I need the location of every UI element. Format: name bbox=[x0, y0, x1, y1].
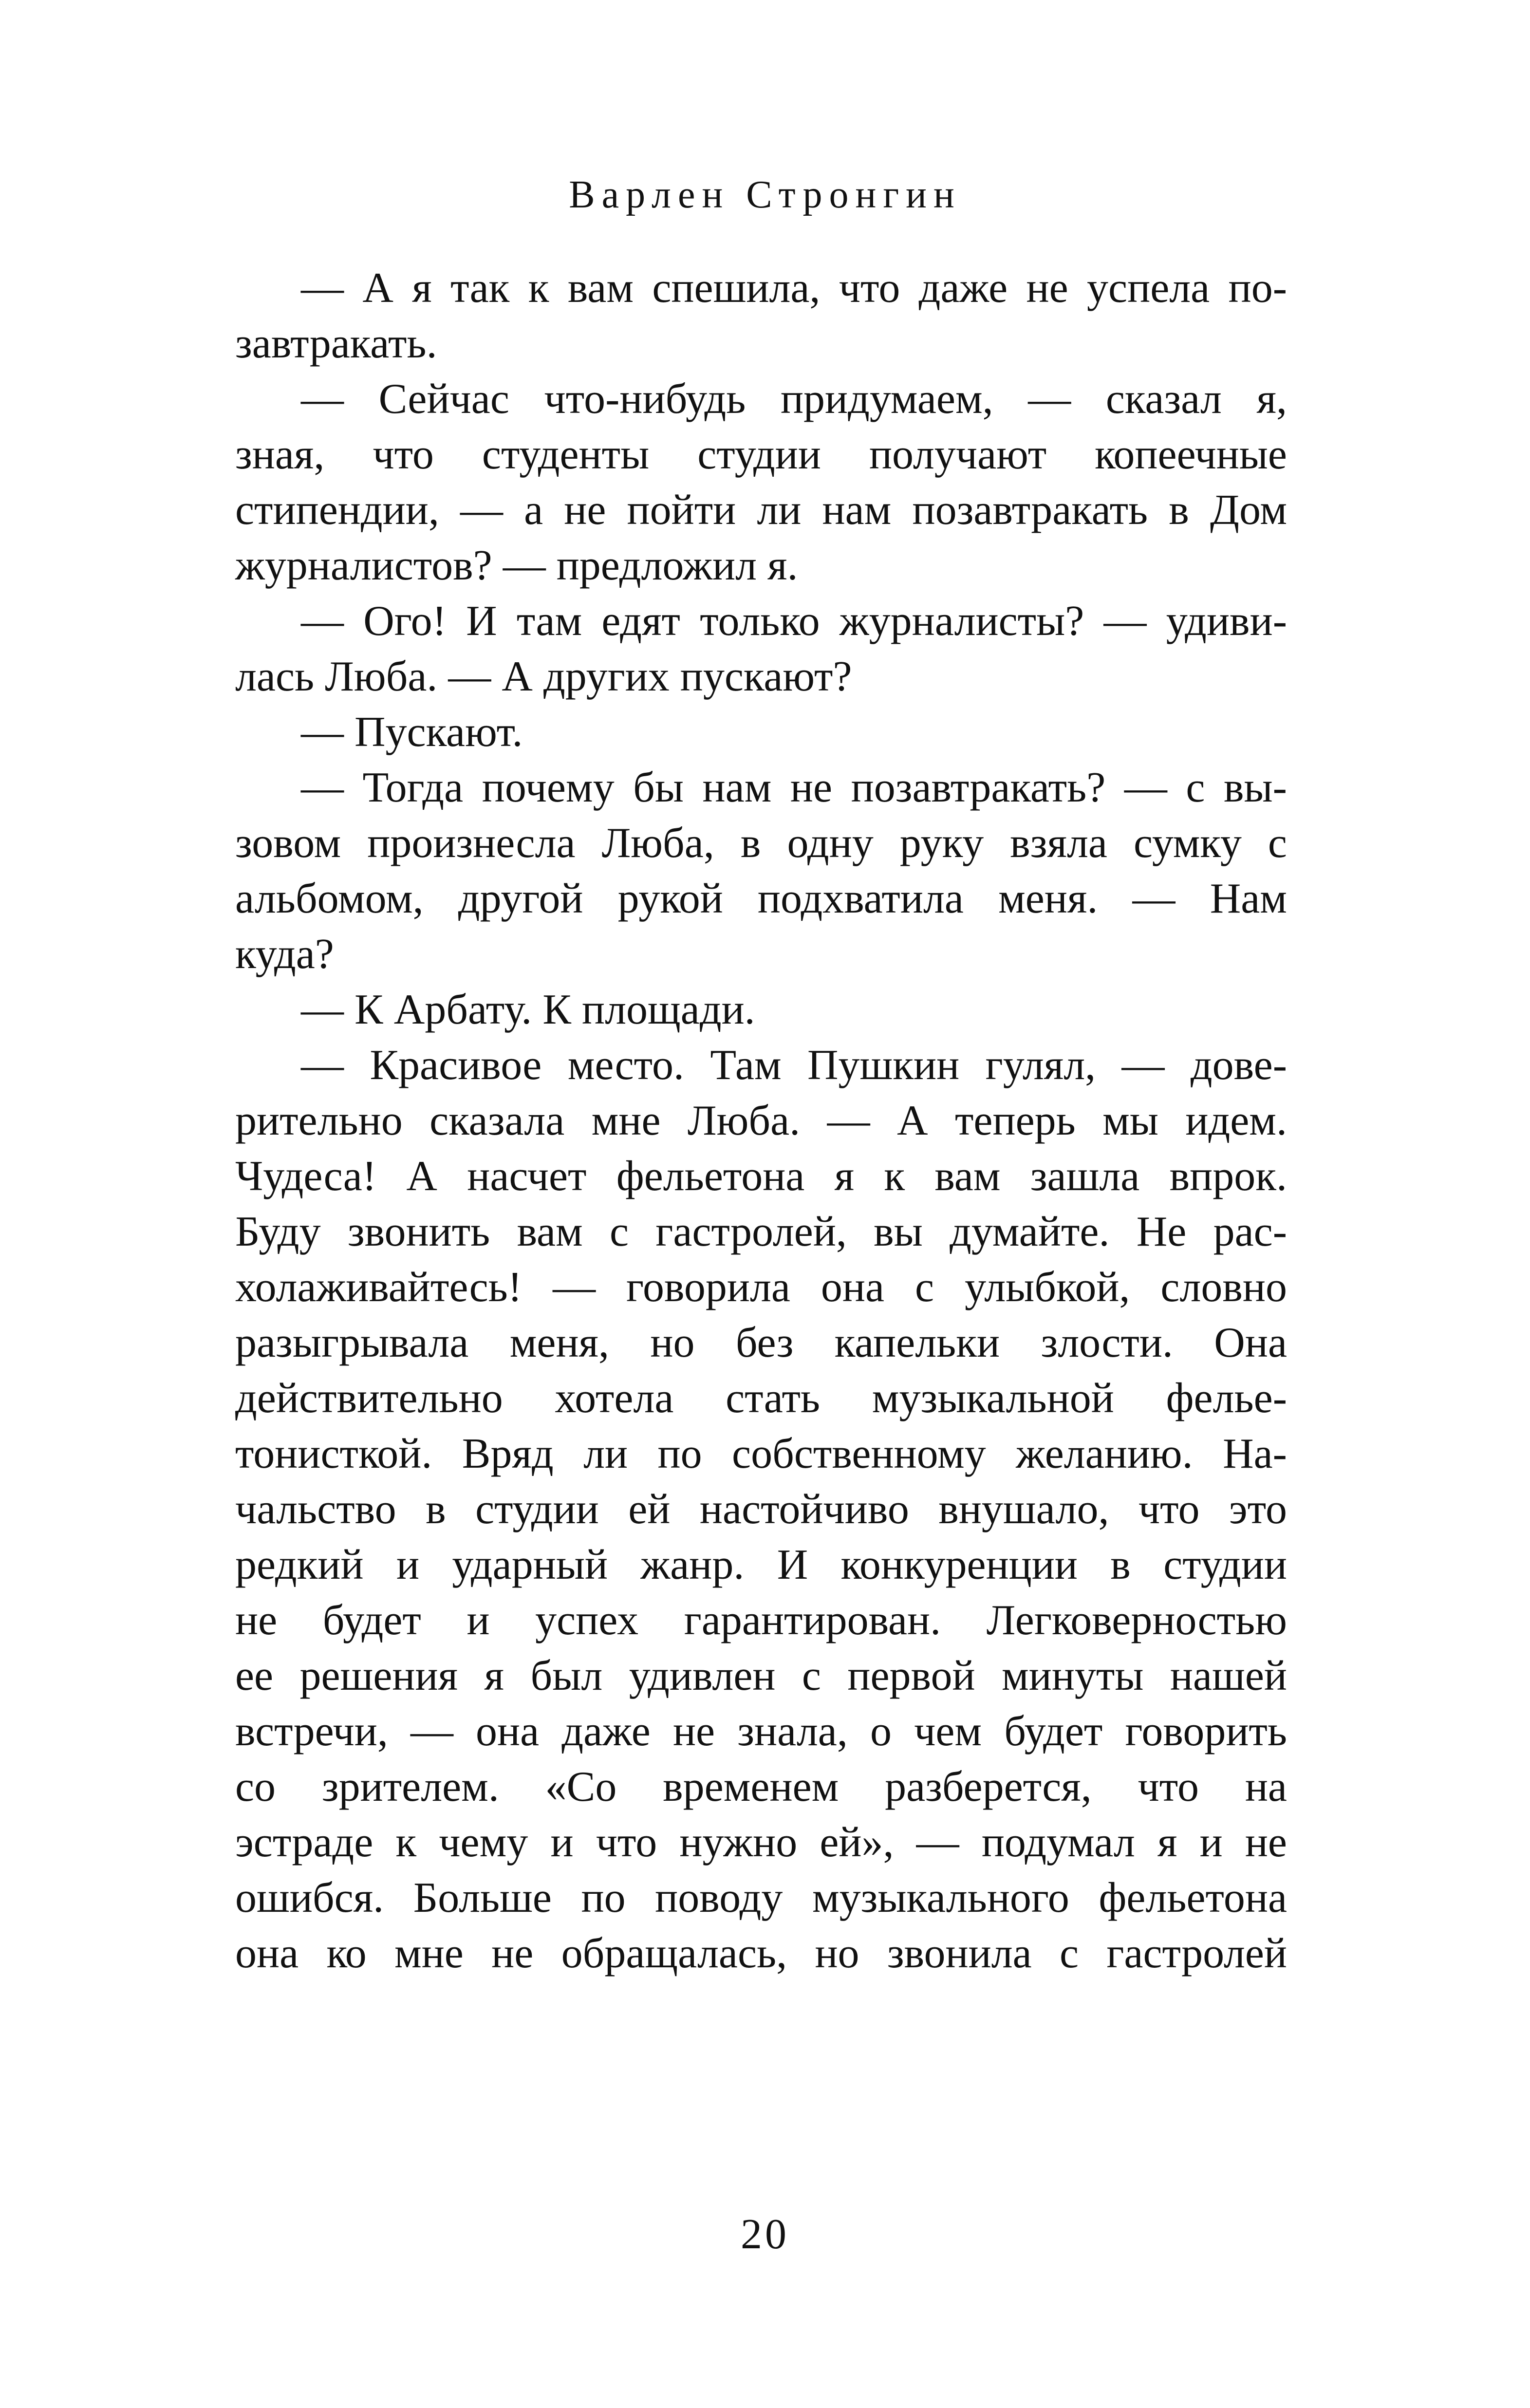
text-line: зная, что студенты студии получают копеечные bbox=[235, 431, 1287, 478]
text-line: рительно сказала мне Люба. — А теперь мы идем. bbox=[235, 1097, 1287, 1144]
text-line: зовом произнесла Люба, в одну руку взяла сумку с bbox=[235, 820, 1287, 867]
text-line: — Сейчас что-нибудь придумаем, — сказал я, bbox=[301, 375, 1287, 423]
body-text bbox=[235, 261, 1287, 1981]
page-number: 20 bbox=[741, 2211, 789, 2258]
text-line: Чудеса! А насчет фельетона я к вам зашла впрок. bbox=[235, 1153, 1287, 1200]
text-line: Буду звонить вам с гастролей, вы думайте. Не рас- bbox=[235, 1208, 1287, 1255]
text-line: — Красивое место. Там Пушкин гулял, — дове- bbox=[301, 1042, 1287, 1089]
text-line: тонисткой. Вряд ли по собственному желанию. На- bbox=[235, 1430, 1287, 1477]
text-line: завтракать. bbox=[235, 320, 437, 367]
text-line: — А я так к вам спешила, что даже не успела по- bbox=[301, 264, 1287, 312]
text-line: лась Люба. — А других пускают? bbox=[235, 653, 852, 700]
text-line: куда? bbox=[235, 931, 334, 978]
text-line: со зрителем. «Со временем разберется, что на bbox=[235, 1763, 1287, 1811]
text-line: — Тогда почему бы нам не позавтракать? — с вы- bbox=[301, 764, 1287, 811]
text-line: холаживайтесь! — говорила она с улыбкой, словно bbox=[235, 1264, 1287, 1311]
text-line: ее решения я был удивлен с первой минуты нашей bbox=[235, 1652, 1287, 1699]
text-line: журналистов? — предложил я. bbox=[235, 542, 798, 589]
running-head: Варлен Стронгин bbox=[569, 173, 961, 216]
text-line: чальство в студии ей настойчиво внушало, что это bbox=[235, 1486, 1287, 1533]
text-line: ошибся. Больше по поводу музыкального фельетона bbox=[235, 1874, 1287, 1922]
text-line: редкий и ударный жанр. И конкуренции в студии bbox=[235, 1541, 1287, 1588]
text-line: — К Арбату. К площади. bbox=[301, 986, 755, 1033]
text-line: альбомом, другой рукой подхватила меня. — Нам bbox=[235, 875, 1287, 922]
text-line: действительно хотела стать музыкальной фелье- bbox=[235, 1375, 1287, 1422]
text-line: она ко мне не обращалась, но звонила с гастролей bbox=[235, 1930, 1287, 1977]
text-line: встречи, — она даже не знала, о чем будет говорить bbox=[235, 1708, 1287, 1755]
text-line: — Ого! И там едят только журналисты? — удиви- bbox=[301, 597, 1287, 645]
text-line: стипендии, — а не пойти ли нам позавтракать в Дом bbox=[235, 486, 1287, 534]
text-line: эстраде к чему и что нужно ей», — подумал я и не bbox=[235, 1819, 1287, 1866]
text-line: не будет и успех гарантирован. Легковерностью bbox=[235, 1597, 1287, 1644]
text-line: разыгрывала меня, но без капельки злости. Она bbox=[235, 1319, 1287, 1366]
text-line: — Пускают. bbox=[301, 709, 523, 756]
